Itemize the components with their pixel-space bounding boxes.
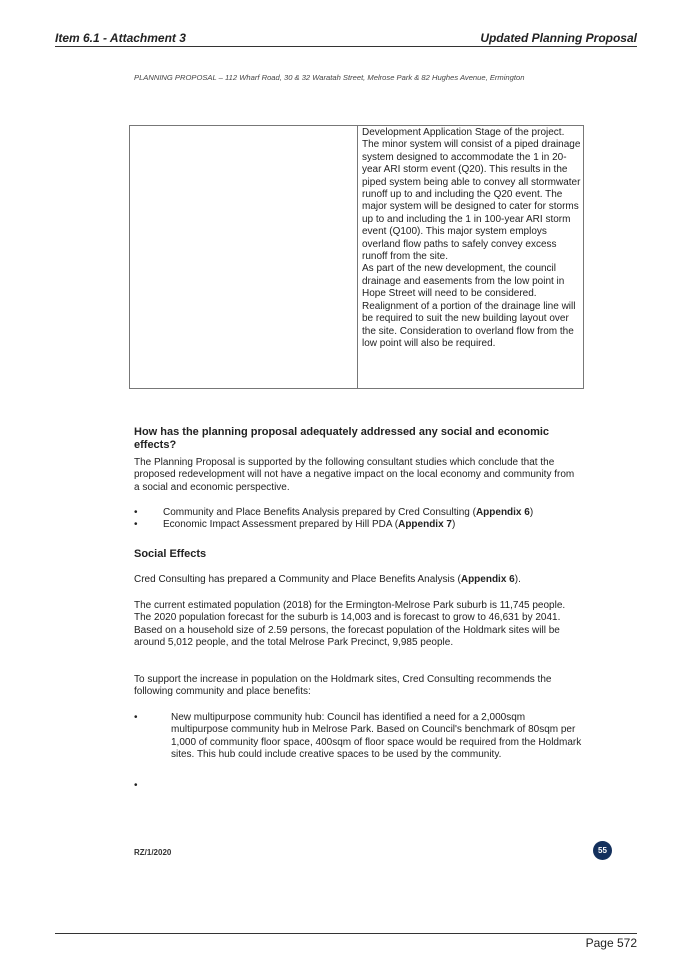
reference-code: RZ/1/2020: [134, 848, 172, 857]
benefits-intro-paragraph: To support the increase in population on the Holdmark sites, Cred Consulting recommends the following community and place benefits:: [134, 674, 552, 698]
appendix-reference: Appendix 7: [398, 519, 452, 530]
social-paragraph-text: Cred Consulting has prepared a Community and Place Benefits Analysis (: [134, 574, 461, 585]
page-badge: 55: [593, 841, 612, 860]
section-heading-effects: How has the planning proposal adequately addressed any social and economic effects?: [134, 426, 550, 451]
appendix-reference: Appendix 6: [460, 574, 515, 585]
table-cell-text: [362, 127, 582, 350]
bullet-icon: •: [134, 780, 138, 791]
footer-divider: [55, 933, 637, 934]
table-cell-paragraph: The minor system will consist of a piped drainage system designed to accommodate the 1 in 20-year ARI storm event (Q20). This results in the piped system being able to convey all stormwater runoff up to and including the Q20 event. The major system will be designed to cater for storms up to and including the 1 in 100-year ARI storm event (Q100). This major system employs overland flow paths to safely convey excess runoff from the site.: [362, 139, 581, 263]
drainage-table: [129, 125, 584, 389]
social-paragraph-end: ).: [514, 574, 521, 585]
table-cell-paragraph: Development Application Stage of the project.: [362, 127, 565, 138]
appendix-reference: Appendix 6: [475, 507, 530, 518]
table-column-divider: [357, 126, 358, 388]
section-heading-social: Social Effects: [134, 548, 207, 560]
table-cell-paragraph: As part of the new development, the council drainage and easements from the low point in Hope Street will need to be considered. Realignment of a portion of the drainage line will be required to suit the new building layout over the site. Consideration to overland flow from the low point will also be required.: [362, 263, 576, 349]
list-item-text: Economic Impact Assessment prepared by Hill PDA (: [163, 519, 399, 530]
social-paragraph-1: [134, 574, 579, 586]
page-number: Page 572: [585, 936, 637, 950]
bullet-icon: •: [134, 519, 138, 530]
document-title: PLANNING PROPOSAL – 112 Wharf Road, 30 & 32 Waratah Street, Melrose Park & 82 Hughes Avenue, Ermington: [134, 73, 525, 82]
list-item-text: Community and Place Benefits Analysis prepared by Cred Consulting (: [163, 507, 476, 518]
list-item-text: New multipurpose community hub: Council has identified a need for a 2,000sqm multipurpose community hub in Melrose Park. Based on Council's benchmark of 80sqm per 1,000 of community floor space, 400sqm of floor space would be required from the Holdmark sites. This hub could include creative spaces to be used by the community.: [171, 712, 582, 761]
page-header: [55, 29, 637, 47]
list-item-close: ): [529, 507, 534, 518]
bullet-icon: •: [134, 712, 138, 723]
population-paragraph: The current estimated population (2018) for the Ermington-Melrose Park suburb is 11,745 people. The 2020 population forecast for the suburb is 14,003 and is forecast to grow to 46,631 by 2041. Based on a household size of 2.59 persons, the forecast population of the Holdmark sites will be around 5,012 people, and the total Melrose Park Precinct, 9,985 people.: [134, 600, 566, 649]
header-attachment-label: Item 6.1 - Attachment 3: [55, 31, 186, 45]
intro-paragraph: The Planning Proposal is supported by the following consultant studies which conclude that the proposed redevelopment will not have a negative impact on the local economy and community from a social and economic perspective.: [134, 457, 575, 493]
list-item-close: ): [452, 519, 456, 530]
header-document-label: Updated Planning Proposal: [480, 31, 637, 45]
bullet-icon: •: [134, 507, 138, 518]
